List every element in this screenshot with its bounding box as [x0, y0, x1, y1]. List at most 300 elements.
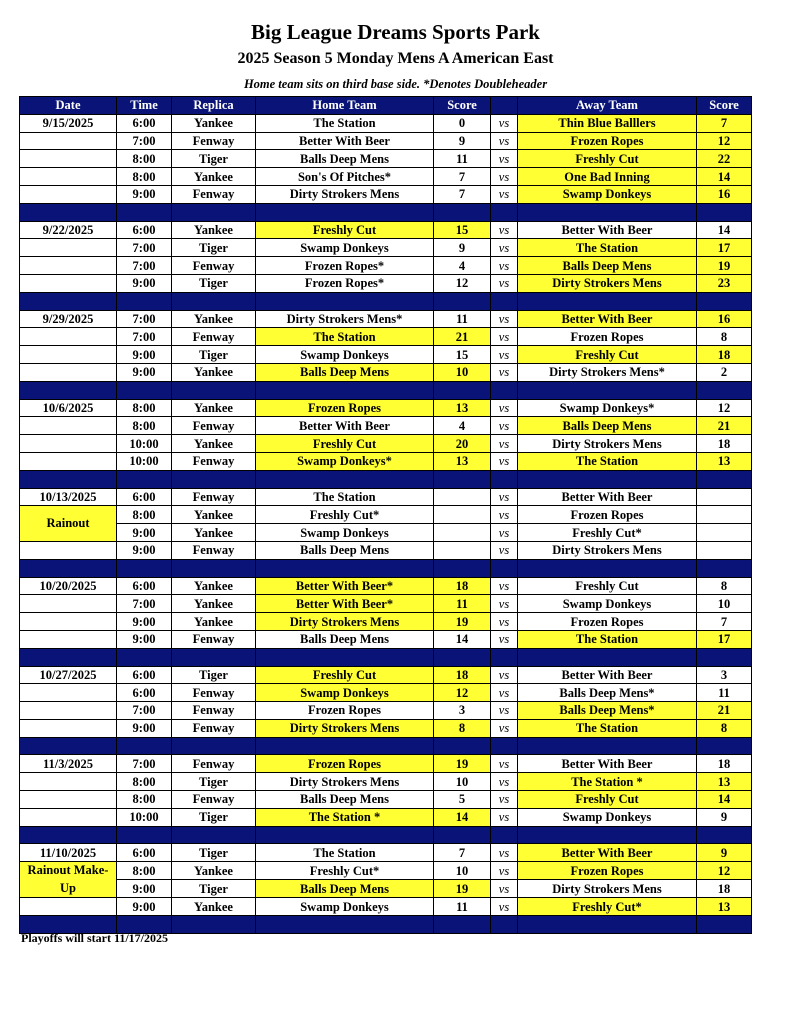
game-date-blank	[20, 898, 117, 916]
home-team: Swamp Donkeys	[256, 684, 434, 702]
away-score	[697, 524, 752, 542]
away-team: Frozen Ropes	[518, 862, 697, 880]
game-field: Yankee	[172, 524, 256, 542]
home-score	[434, 506, 491, 524]
away-team: Freshly Cut*	[518, 524, 697, 542]
game-time: 9:00	[117, 274, 172, 292]
game-field: Fenway	[172, 417, 256, 435]
vs-label: vs	[491, 150, 518, 168]
home-score: 3	[434, 702, 491, 720]
home-team: Swamp Donkeys	[256, 524, 434, 542]
home-team: Better With Beer*	[256, 577, 434, 595]
home-team: Frozen Ropes	[256, 755, 434, 773]
game-time: 8:00	[117, 506, 172, 524]
home-score: 11	[434, 310, 491, 328]
separator-cell	[697, 916, 752, 934]
home-team: Swamp Donkeys*	[256, 452, 434, 470]
game-time: 7:00	[117, 239, 172, 257]
away-team: Freshly Cut	[518, 150, 697, 168]
separator-cell	[20, 203, 117, 221]
game-field: Yankee	[172, 221, 256, 239]
separator-cell	[434, 826, 491, 844]
game-field: Tiger	[172, 346, 256, 364]
game-time: 9:00	[117, 363, 172, 381]
game-field: Tiger	[172, 880, 256, 898]
separator-cell	[491, 916, 518, 934]
col-header-time: Time	[117, 97, 172, 115]
vs-label: vs	[491, 844, 518, 862]
game-date-blank	[20, 274, 117, 292]
home-score: 7	[434, 185, 491, 203]
separator-cell	[256, 737, 434, 755]
game-field: Tiger	[172, 666, 256, 684]
game-date-blank	[20, 132, 117, 150]
away-score: 19	[697, 257, 752, 275]
away-team: The Station *	[518, 773, 697, 791]
away-score: 13	[697, 452, 752, 470]
game-time: 9:00	[117, 524, 172, 542]
away-team: Thin Blue Balllers	[518, 114, 697, 132]
home-score: 13	[434, 399, 491, 417]
game-field: Yankee	[172, 399, 256, 417]
home-score: 10	[434, 773, 491, 791]
game-time: 6:00	[117, 844, 172, 862]
table-row	[20, 452, 752, 470]
week-separator	[20, 381, 752, 399]
away-score: 12	[697, 399, 752, 417]
away-team: The Station	[518, 452, 697, 470]
away-score: 14	[697, 791, 752, 809]
home-team: Dirty Strokers Mens	[256, 185, 434, 203]
away-score: 23	[697, 274, 752, 292]
table-row	[20, 274, 752, 292]
vs-label: vs	[491, 630, 518, 648]
table-row	[20, 114, 752, 132]
game-field: Fenway	[172, 132, 256, 150]
game-time: 10:00	[117, 435, 172, 453]
separator-cell	[172, 203, 256, 221]
home-team: Balls Deep Mens	[256, 880, 434, 898]
game-time: 6:00	[117, 114, 172, 132]
vs-label: vs	[491, 346, 518, 364]
table-row	[20, 595, 752, 613]
separator-cell	[117, 203, 172, 221]
game-time: 7:00	[117, 595, 172, 613]
away-score	[697, 541, 752, 559]
home-team: Balls Deep Mens	[256, 630, 434, 648]
game-time: 9:00	[117, 613, 172, 631]
separator-cell	[117, 648, 172, 666]
game-field: Yankee	[172, 898, 256, 916]
home-team: Frozen Ropes*	[256, 257, 434, 275]
table-row	[20, 630, 752, 648]
game-date-blank	[20, 452, 117, 470]
game-field: Yankee	[172, 577, 256, 595]
table-row	[20, 577, 752, 595]
vs-label: vs	[491, 791, 518, 809]
away-score: 17	[697, 239, 752, 257]
away-score: 13	[697, 898, 752, 916]
vs-label: vs	[491, 684, 518, 702]
home-score: 19	[434, 613, 491, 631]
vs-label: vs	[491, 239, 518, 257]
vs-label: vs	[491, 114, 518, 132]
away-score: 8	[697, 577, 752, 595]
away-team: Better With Beer	[518, 844, 697, 862]
table-row	[20, 719, 752, 737]
schedule-table	[19, 96, 752, 934]
separator-cell	[491, 648, 518, 666]
away-team: Balls Deep Mens*	[518, 702, 697, 720]
away-team: Better With Beer	[518, 488, 697, 506]
game-date-blank	[20, 773, 117, 791]
home-score: 18	[434, 666, 491, 684]
game-date-blank	[20, 541, 117, 559]
footer-note: Playoffs will start 11/17/2025	[21, 931, 168, 945]
home-score: 14	[434, 808, 491, 826]
home-score: 18	[434, 577, 491, 595]
home-team: Balls Deep Mens	[256, 541, 434, 559]
vs-label: vs	[491, 274, 518, 292]
game-field: Fenway	[172, 755, 256, 773]
vs-label: vs	[491, 666, 518, 684]
home-score: 15	[434, 221, 491, 239]
week-separator	[20, 203, 752, 221]
separator-cell	[117, 826, 172, 844]
away-team: Dirty Strokers Mens	[518, 435, 697, 453]
table-row	[20, 791, 752, 809]
separator-cell	[256, 292, 434, 310]
home-team: The Station	[256, 488, 434, 506]
away-score: 21	[697, 702, 752, 720]
vs-label: vs	[491, 541, 518, 559]
game-field: Fenway	[172, 488, 256, 506]
away-team: Swamp Donkeys	[518, 808, 697, 826]
away-score: 18	[697, 346, 752, 364]
table-row	[20, 310, 752, 328]
game-field: Fenway	[172, 257, 256, 275]
game-date-blank	[20, 808, 117, 826]
away-score: 12	[697, 132, 752, 150]
separator-cell	[117, 381, 172, 399]
vs-label: vs	[491, 773, 518, 791]
home-team: The Station	[256, 328, 434, 346]
home-team: Balls Deep Mens	[256, 150, 434, 168]
week-separator	[20, 559, 752, 577]
home-team: Dirty Strokers Mens*	[256, 310, 434, 328]
away-score: 11	[697, 684, 752, 702]
away-team: Dirty Strokers Mens	[518, 541, 697, 559]
away-team: Freshly Cut	[518, 346, 697, 364]
game-time: 6:00	[117, 577, 172, 595]
vs-label: vs	[491, 488, 518, 506]
vs-label: vs	[491, 524, 518, 542]
separator-cell	[172, 470, 256, 488]
home-team: Frozen Ropes	[256, 702, 434, 720]
game-time: 9:00	[117, 880, 172, 898]
table-row	[20, 506, 752, 524]
game-time: 8:00	[117, 150, 172, 168]
home-score: 19	[434, 755, 491, 773]
away-team: Dirty Strokers Mens	[518, 274, 697, 292]
separator-cell	[172, 826, 256, 844]
col-header-home-score: Score	[434, 97, 491, 115]
home-team: Freshly Cut*	[256, 506, 434, 524]
home-team: Better With Beer	[256, 132, 434, 150]
game-date-blank	[20, 613, 117, 631]
game-time: 8:00	[117, 417, 172, 435]
separator-cell	[491, 292, 518, 310]
home-score: 20	[434, 435, 491, 453]
game-date: 11/3/2025	[20, 755, 117, 773]
game-date-blank	[20, 719, 117, 737]
week-separator	[20, 737, 752, 755]
separator-cell	[518, 559, 697, 577]
vs-label: vs	[491, 363, 518, 381]
game-time: 6:00	[117, 684, 172, 702]
table-row	[20, 898, 752, 916]
separator-cell	[518, 737, 697, 755]
col-header-vs	[491, 97, 518, 115]
away-team: Swamp Donkeys*	[518, 399, 697, 417]
separator-cell	[172, 648, 256, 666]
separator-cell	[697, 470, 752, 488]
separator-cell	[491, 203, 518, 221]
vs-label: vs	[491, 257, 518, 275]
game-date-blank	[20, 595, 117, 613]
away-score: 9	[697, 844, 752, 862]
table-row	[20, 132, 752, 150]
game-field: Fenway	[172, 328, 256, 346]
away-team: Balls Deep Mens	[518, 417, 697, 435]
game-date-blank	[20, 328, 117, 346]
table-row	[20, 435, 752, 453]
game-date-blank	[20, 435, 117, 453]
vs-label: vs	[491, 221, 518, 239]
game-date-blank	[20, 185, 117, 203]
vs-label: vs	[491, 399, 518, 417]
separator-cell	[256, 916, 434, 934]
game-time: 7:00	[117, 328, 172, 346]
game-time: 7:00	[117, 310, 172, 328]
table-row	[20, 880, 752, 898]
away-team: Frozen Ropes	[518, 613, 697, 631]
separator-cell	[20, 648, 117, 666]
separator-cell	[518, 203, 697, 221]
vs-label: vs	[491, 452, 518, 470]
separator-cell	[172, 559, 256, 577]
away-score: 21	[697, 417, 752, 435]
vs-label: vs	[491, 880, 518, 898]
separator-cell	[518, 648, 697, 666]
game-date: 10/27/2025	[20, 666, 117, 684]
home-team: Balls Deep Mens	[256, 791, 434, 809]
table-row	[20, 257, 752, 275]
table-row	[20, 150, 752, 168]
game-field: Yankee	[172, 862, 256, 880]
game-date: 10/13/2025	[20, 488, 117, 506]
game-field: Tiger	[172, 844, 256, 862]
game-time: 8:00	[117, 168, 172, 186]
game-field: Tiger	[172, 150, 256, 168]
game-time: 9:00	[117, 541, 172, 559]
home-team: Swamp Donkeys	[256, 239, 434, 257]
game-time: 7:00	[117, 755, 172, 773]
game-field: Tiger	[172, 239, 256, 257]
game-time: 6:00	[117, 488, 172, 506]
game-field: Yankee	[172, 114, 256, 132]
away-score: 3	[697, 666, 752, 684]
game-date-blank	[20, 239, 117, 257]
away-team: Balls Deep Mens*	[518, 684, 697, 702]
game-field: Fenway	[172, 791, 256, 809]
away-team: Better With Beer	[518, 755, 697, 773]
home-team: Frozen Ropes*	[256, 274, 434, 292]
separator-cell	[434, 648, 491, 666]
game-field: Fenway	[172, 185, 256, 203]
home-score: 21	[434, 328, 491, 346]
separator-cell	[434, 470, 491, 488]
game-field: Yankee	[172, 506, 256, 524]
table-row	[20, 755, 752, 773]
away-team: Freshly Cut	[518, 577, 697, 595]
table-row	[20, 684, 752, 702]
table-row	[20, 773, 752, 791]
game-time: 10:00	[117, 808, 172, 826]
col-header-date: Date	[20, 97, 117, 115]
vs-label: vs	[491, 132, 518, 150]
game-time: 7:00	[117, 257, 172, 275]
table-row	[20, 185, 752, 203]
table-row	[20, 168, 752, 186]
away-score: 22	[697, 150, 752, 168]
game-field: Fenway	[172, 630, 256, 648]
home-team: The Station *	[256, 808, 434, 826]
separator-cell	[172, 916, 256, 934]
vs-label: vs	[491, 595, 518, 613]
game-date: 9/29/2025	[20, 310, 117, 328]
separator-cell	[20, 826, 117, 844]
table-row	[20, 328, 752, 346]
date-note: Rainout	[20, 506, 117, 542]
away-team: The Station	[518, 630, 697, 648]
home-team: Swamp Donkeys	[256, 898, 434, 916]
vs-label: vs	[491, 808, 518, 826]
home-team: Dirty Strokers Mens	[256, 719, 434, 737]
separator-cell	[117, 559, 172, 577]
home-score: 9	[434, 132, 491, 150]
table-row	[20, 239, 752, 257]
home-score: 7	[434, 168, 491, 186]
home-team: Dirty Strokers Mens	[256, 773, 434, 791]
game-date-blank	[20, 150, 117, 168]
game-field: Tiger	[172, 274, 256, 292]
home-team: Better With Beer*	[256, 595, 434, 613]
separator-cell	[518, 470, 697, 488]
separator-cell	[434, 203, 491, 221]
home-score: 11	[434, 150, 491, 168]
game-date-blank	[20, 417, 117, 435]
home-score: 12	[434, 684, 491, 702]
game-field: Tiger	[172, 808, 256, 826]
table-row	[20, 346, 752, 364]
separator-cell	[117, 292, 172, 310]
separator-cell	[697, 381, 752, 399]
home-score: 10	[434, 363, 491, 381]
game-field: Yankee	[172, 435, 256, 453]
game-time: 6:00	[117, 666, 172, 684]
game-time: 9:00	[117, 898, 172, 916]
away-team: Freshly Cut*	[518, 898, 697, 916]
game-date-blank	[20, 363, 117, 381]
away-score: 8	[697, 719, 752, 737]
game-date: 10/6/2025	[20, 399, 117, 417]
home-team: Son's Of Pitches*	[256, 168, 434, 186]
home-score: 19	[434, 880, 491, 898]
away-score	[697, 506, 752, 524]
table-row	[20, 524, 752, 542]
date-note: Rainout Make-Up	[20, 862, 117, 898]
game-time: 10:00	[117, 452, 172, 470]
game-time: 6:00	[117, 221, 172, 239]
home-score: 8	[434, 719, 491, 737]
col-header-replica: Replica	[172, 97, 256, 115]
separator-cell	[256, 648, 434, 666]
separator-cell	[491, 381, 518, 399]
home-score: 9	[434, 239, 491, 257]
home-score: 7	[434, 844, 491, 862]
home-team: Balls Deep Mens	[256, 363, 434, 381]
away-score: 12	[697, 862, 752, 880]
vs-label: vs	[491, 702, 518, 720]
vs-label: vs	[491, 185, 518, 203]
away-score: 18	[697, 435, 752, 453]
away-score: 16	[697, 310, 752, 328]
week-separator	[20, 470, 752, 488]
separator-cell	[697, 826, 752, 844]
separator-cell	[491, 559, 518, 577]
game-field: Yankee	[172, 595, 256, 613]
home-team: The Station	[256, 844, 434, 862]
separator-cell	[697, 203, 752, 221]
home-team: Dirty Strokers Mens	[256, 613, 434, 631]
vs-label: vs	[491, 613, 518, 631]
away-team: Dirty Strokers Mens*	[518, 363, 697, 381]
separator-cell	[172, 381, 256, 399]
separator-cell	[256, 203, 434, 221]
game-time: 9:00	[117, 185, 172, 203]
home-score: 5	[434, 791, 491, 809]
vs-label: vs	[491, 898, 518, 916]
home-score: 11	[434, 898, 491, 916]
home-team: Freshly Cut*	[256, 862, 434, 880]
vs-label: vs	[491, 328, 518, 346]
home-score: 4	[434, 257, 491, 275]
away-score: 18	[697, 755, 752, 773]
separator-cell	[518, 381, 697, 399]
game-date-blank	[20, 630, 117, 648]
away-score: 7	[697, 114, 752, 132]
home-score: 0	[434, 114, 491, 132]
away-score: 8	[697, 328, 752, 346]
separator-cell	[434, 292, 491, 310]
game-time: 9:00	[117, 719, 172, 737]
vs-label: vs	[491, 417, 518, 435]
separator-cell	[518, 916, 697, 934]
away-score: 9	[697, 808, 752, 826]
separator-cell	[491, 470, 518, 488]
game-date-blank	[20, 346, 117, 364]
